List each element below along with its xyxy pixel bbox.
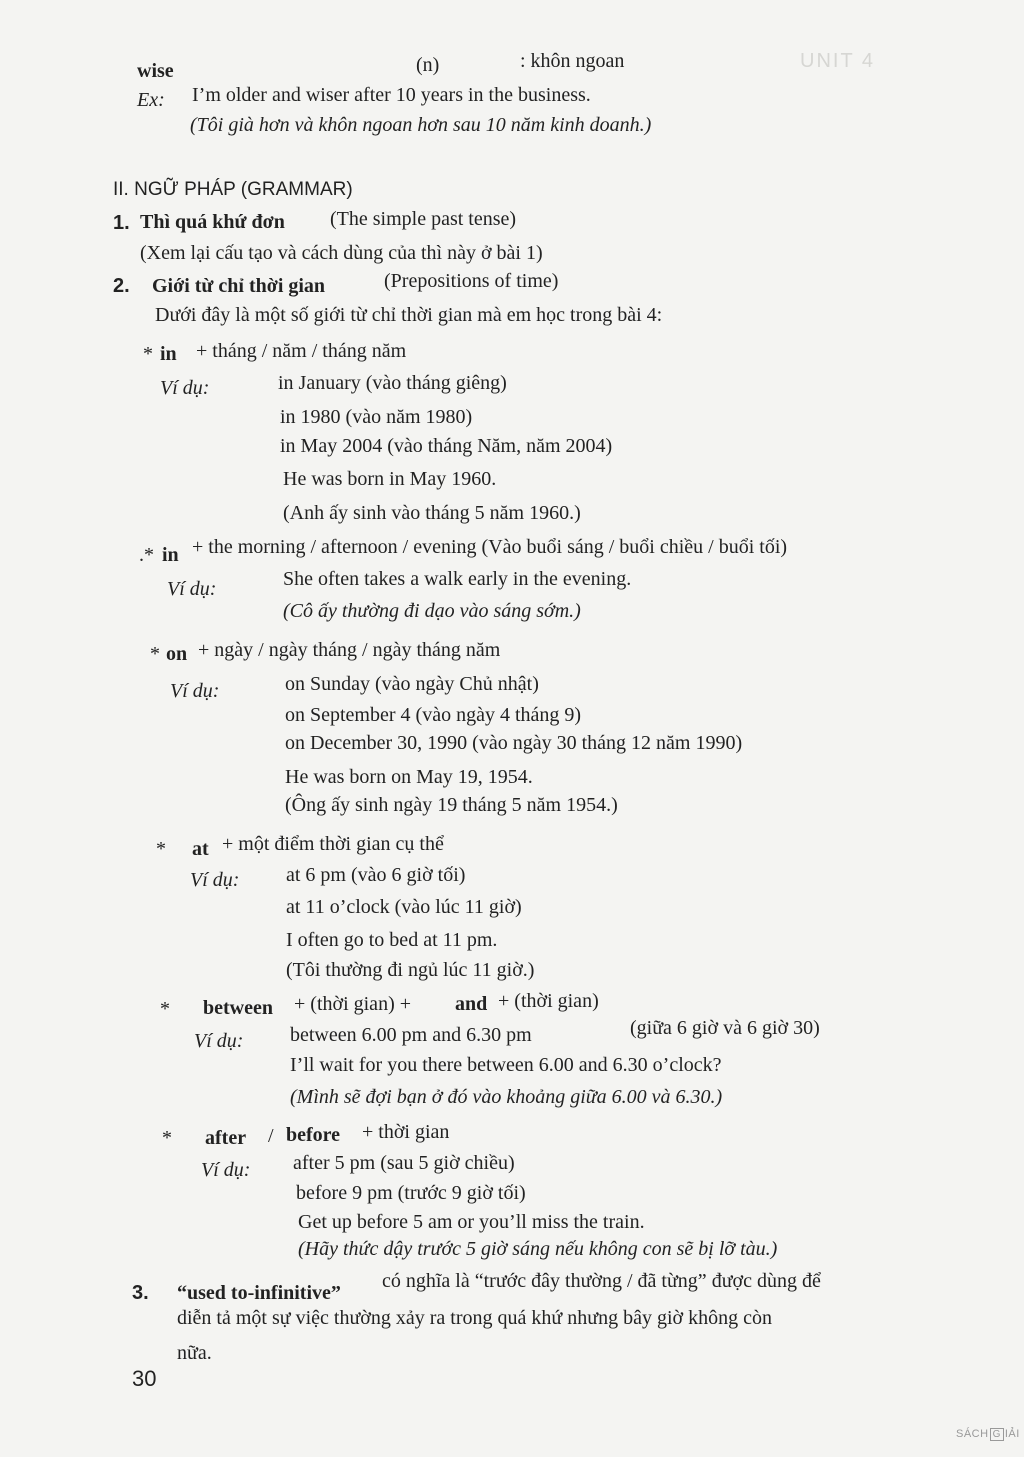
topic-title: Thì quá khứ đơn [140, 211, 285, 233]
rule-text: + thời gian [362, 1121, 450, 1143]
bullet-star: * [143, 343, 153, 365]
example-line: at 6 pm (vào 6 giờ tối) [286, 864, 466, 886]
vocab-example: I’m older and wiser after 10 years in the business. [192, 84, 591, 106]
rule-text: + một điểm thời gian cụ thể [222, 833, 444, 855]
example-line: on September 4 (vào ngày 4 tháng 9) [285, 704, 582, 726]
paragraph-line: nữa. [177, 1342, 212, 1364]
bullet-star: * [150, 643, 160, 665]
example-label: Ví dụ: [194, 1030, 244, 1052]
vocab-meaning: : khôn ngoan [520, 50, 625, 72]
example-label: Ví dụ: [170, 680, 220, 702]
example-translation: (Hãy thức dậy trước 5 giờ sáng nếu không con sẽ bị lỡ tàu.) [298, 1238, 778, 1260]
rule-text: + the morning / afternoon / evening (Vào buổi sáng / buổi chiều / buổi tối) [192, 536, 788, 558]
example-translation: (Mình sẽ đợi bạn ở đó vào khoảng giữa 6.00 và 6.30.) [290, 1086, 723, 1108]
page-number: 30 [132, 1366, 157, 1391]
vocab-ex-label: Ex: [137, 89, 165, 111]
example-translation: (Tôi thường đi ngủ lúc 11 giờ.) [286, 959, 535, 981]
rule-text: + (thời gian) + [294, 993, 412, 1015]
example-label: Ví dụ: [167, 578, 217, 600]
keyword-after: after [205, 1127, 247, 1149]
site-logo: SÁCH G IẢI [956, 1428, 1020, 1440]
example-gloss: (giữa 6 giờ và 6 giờ 30) [630, 1017, 820, 1039]
example-line: I often go to bed at 11 pm. [286, 929, 498, 951]
keyword-between: between [203, 997, 273, 1019]
keyword-in: in [160, 343, 177, 365]
keyword-and: and [455, 993, 488, 1015]
example-line: at 11 o’clock (vào lúc 11 giờ) [286, 896, 522, 918]
slash-separator: / [268, 1125, 274, 1147]
example-line: between 6.00 pm and 6.30 pm [290, 1024, 532, 1046]
topic-note: (Xem lại cấu tạo và cách dùng của thì này ở bài 1) [140, 242, 543, 264]
example-label: Ví dụ: [160, 377, 210, 399]
item-number: 3. [132, 1282, 149, 1304]
bullet-star: * [162, 1127, 172, 1149]
example-line: He was born in May 1960. [283, 468, 497, 490]
keyword-used-to: “used to-infinitive” [177, 1282, 341, 1304]
example-line: Get up before 5 am or you’ll miss the train. [298, 1211, 645, 1233]
keyword-in: in [162, 544, 179, 566]
example-label: Ví dụ: [201, 1159, 251, 1181]
bullet-star: .* [139, 544, 154, 566]
example-line: after 5 pm (sau 5 giờ chiều) [293, 1152, 515, 1174]
topic-title: Giới từ chỉ thời gian [152, 275, 326, 297]
example-translation: (Anh ấy sinh vào tháng 5 năm 1960.) [283, 502, 581, 524]
example-line: He was born on May 19, 1954. [285, 766, 533, 788]
example-line: on December 30, 1990 (vào ngày 30 tháng 12 năm 1990) [285, 732, 743, 754]
bullet-star: * [160, 998, 170, 1020]
example-label: Ví dụ: [190, 869, 240, 891]
example-line: in January (vào tháng giêng) [278, 372, 507, 394]
vocab-word: wise [137, 60, 174, 82]
example-line: in May 2004 (vào tháng Năm, năm 2004) [280, 435, 613, 457]
keyword-at: at [192, 838, 209, 860]
vocab-translation: (Tôi già hơn và khôn ngoan hơn sau 10 năm kinh doanh.) [190, 114, 652, 136]
topic-intro: Dưới đây là một số giới từ chỉ thời gian mà em học trong bài 4: [155, 304, 663, 326]
paragraph-line: diễn tả một sự việc thường xảy ra trong quá khứ nhưng bây giờ không còn [177, 1307, 772, 1329]
keyword-on: on [166, 643, 188, 665]
vocab-pos: (n) [416, 54, 440, 76]
example-line: on Sunday (vào ngày Chủ nhật) [285, 673, 539, 695]
rule-text: + tháng / năm / tháng năm [196, 340, 407, 362]
example-line: I’ll wait for you there between 6.00 and 6.30 o’clock? [290, 1054, 722, 1076]
rule-text: + ngày / ngày tháng / ngày tháng năm [198, 639, 501, 661]
topic-title-en: (The simple past tense) [330, 208, 517, 230]
bleed-through-text: UNIT 4 [800, 50, 875, 72]
bullet-star: * [156, 838, 166, 860]
paragraph-line: có nghĩa là “trước đây thường / đã từng” được dùng để [382, 1270, 821, 1292]
example-translation: (Ông ấy sinh ngày 19 tháng 5 năm 1954.) [285, 794, 618, 816]
example-line: in 1980 (vào năm 1980) [280, 406, 473, 428]
example-line: She often takes a walk early in the evening. [283, 568, 632, 590]
item-number: 2. [113, 275, 130, 297]
example-translation: (Cô ấy thường đi dạo vào sáng sớm.) [283, 600, 581, 622]
example-line: before 9 pm (trước 9 giờ tối) [296, 1182, 526, 1204]
topic-title-en: (Prepositions of time) [384, 270, 559, 292]
item-number: 1. [113, 212, 130, 234]
rule-text: + (thời gian) [498, 990, 599, 1012]
section-heading-grammar: II. NGỮ PHÁP (GRAMMAR) [113, 179, 353, 200]
keyword-before: before [286, 1124, 341, 1146]
